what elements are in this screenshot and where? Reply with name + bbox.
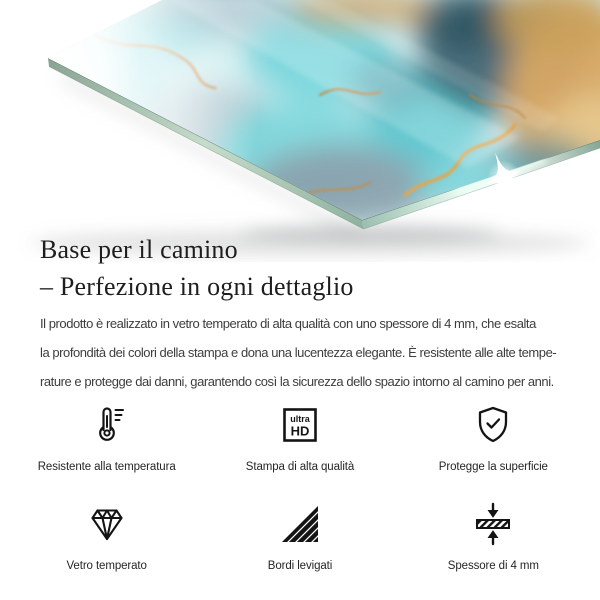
ultra-hd-icon xyxy=(277,402,323,448)
features-grid xyxy=(0,402,600,572)
thickness-compression-icon xyxy=(470,501,516,547)
feature-label: Resistente alla temperatura xyxy=(37,461,176,473)
ultra-hd-icon-text-top: ultra xyxy=(290,414,310,424)
feature-tempered-glass xyxy=(67,501,147,572)
feature-label: Stampa di alta qualità xyxy=(245,461,355,473)
feature-label: Vetro temperato xyxy=(66,560,147,572)
title-line-1: Base per il camino xyxy=(40,235,238,264)
ultra-hd-icon-text-bottom: HD xyxy=(290,423,310,439)
feature-label: Spessore di 4 mm xyxy=(447,560,539,572)
feature-label: Protegge la superficie xyxy=(438,461,548,473)
shield-check-icon xyxy=(470,402,516,448)
feature-label: Bordi levigati xyxy=(267,560,333,572)
feature-thickness xyxy=(448,501,539,572)
product-description xyxy=(40,309,556,396)
polished-edges-icon xyxy=(277,501,323,547)
thermometer-icon xyxy=(84,402,130,448)
feature-temperature-resistant xyxy=(38,402,176,473)
glass-artwork xyxy=(0,0,600,262)
feature-polished-edges xyxy=(268,501,332,572)
description-line: rature e protegge dai danni, garantendo così la sicurezza dello spazio intorno al camino per anni. xyxy=(40,374,554,389)
description-line: Il prodotto è realizzato in vetro temperato di alta qualità con uno spessore di 4 mm, che esalta xyxy=(40,316,536,331)
page-title xyxy=(40,231,354,305)
diamond-icon xyxy=(84,501,130,547)
feature-print-quality xyxy=(246,402,354,473)
feature-surface-protection xyxy=(439,402,548,473)
description-line: la profondità dei colori della stampa e dona una lucentezza elegante. È resistente alle alte tempe- xyxy=(40,345,557,360)
title-line-2: – Perfezione in ogni dettaglio xyxy=(40,272,354,301)
product-image xyxy=(0,0,600,262)
